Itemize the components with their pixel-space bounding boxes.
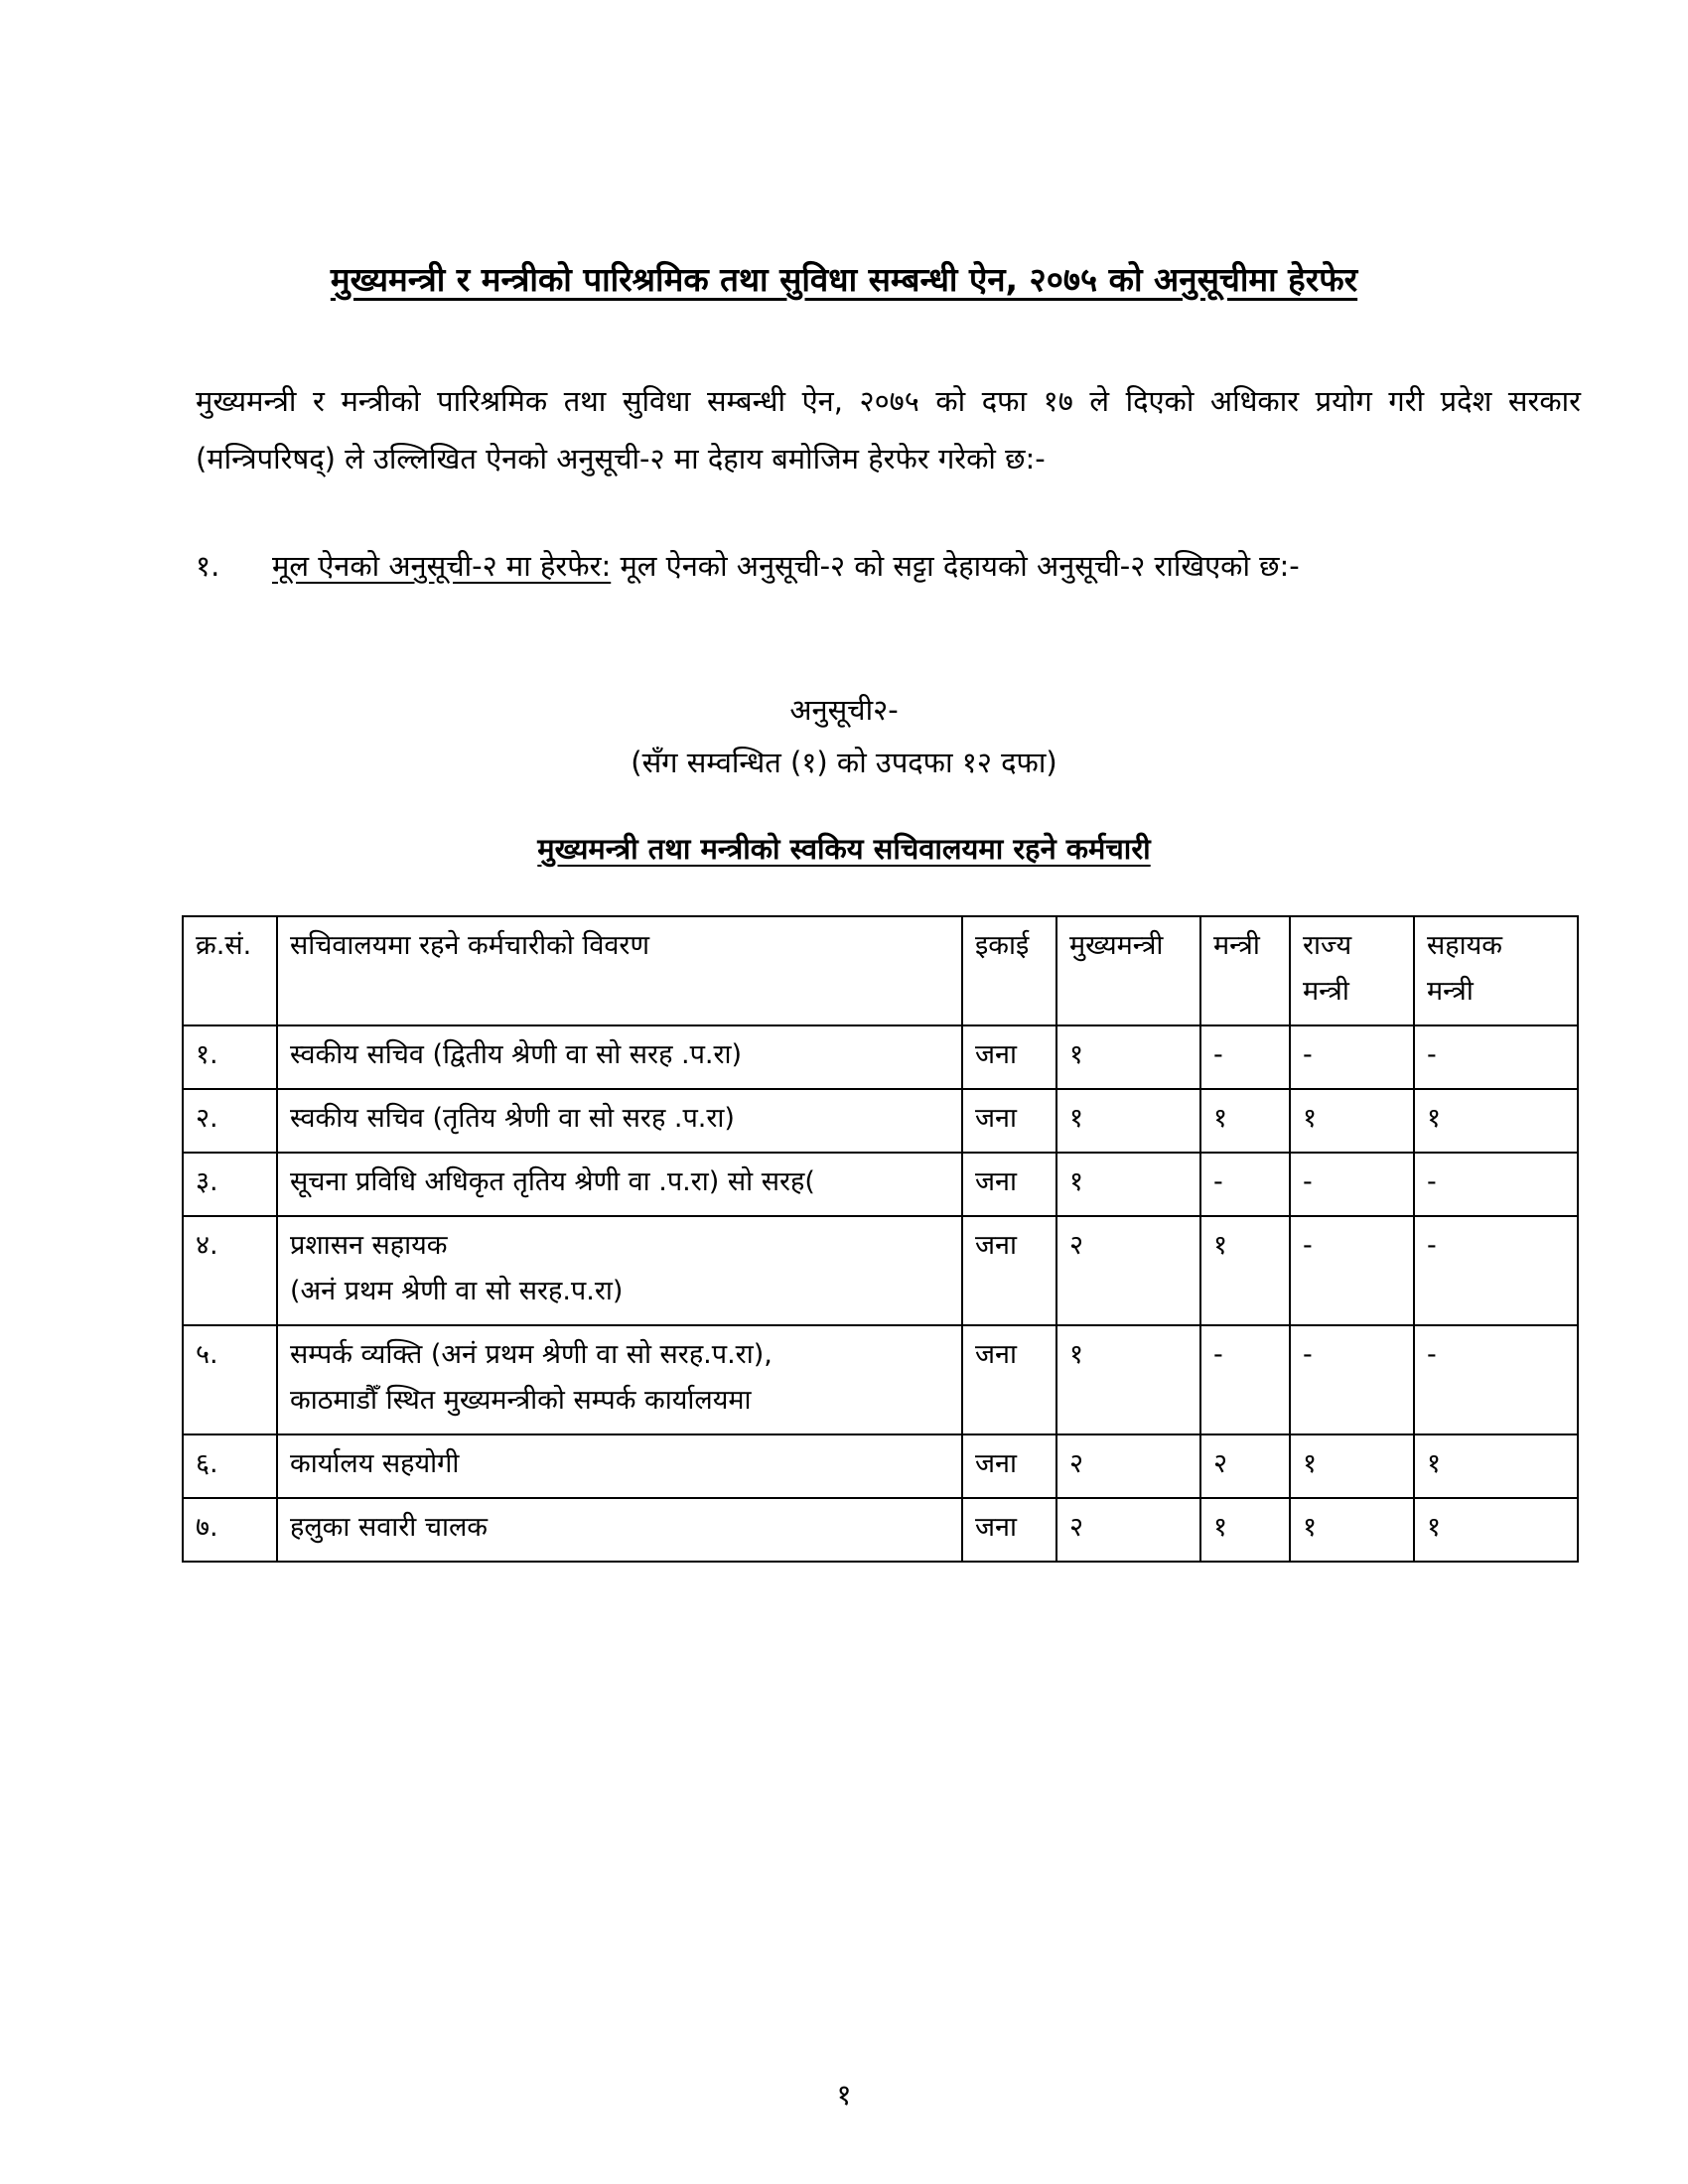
- cell-chief-minister: १: [1056, 1325, 1200, 1434]
- cell-serial: २.: [183, 1089, 277, 1153]
- header-assistant-minister: [1414, 916, 1578, 1025]
- cell-description: सूचना प्रविधि अधिकृत तृतिय श्रेणी वा .प.रा) सो सरह(: [277, 1153, 962, 1216]
- cell-serial: १.: [183, 1025, 277, 1089]
- cell-assistant-minister: -: [1414, 1153, 1578, 1216]
- cell-state-minister: -: [1290, 1025, 1414, 1089]
- header-state-minister-line1: राज्य: [1303, 930, 1352, 961]
- cell-description: स्वकीय सचिव (तृतिय श्रेणी वा सो सरह .प.रा): [277, 1089, 962, 1153]
- cell-minister: १: [1200, 1498, 1290, 1562]
- header-description: सचिवालयमा रहने कर्मचारीको विवरण: [277, 916, 962, 1025]
- cell-unit: जना: [962, 1089, 1056, 1153]
- cell-minister: -: [1200, 1325, 1290, 1434]
- header-state-minister-line2: मन्त्री: [1303, 976, 1349, 1007]
- table-row: [183, 1025, 1578, 1089]
- cell-chief-minister: १: [1056, 1025, 1200, 1089]
- cell-minister: १: [1200, 1216, 1290, 1325]
- cell-state-minister: १: [1290, 1434, 1414, 1498]
- point-number: १.: [196, 549, 220, 583]
- point-text: मूल ऐनको अनुसूची-२ को सट्टा देहायको अनुसूची-२ राखिएको छ:-: [611, 549, 1300, 583]
- cell-description: कार्यालय सहयोगी: [277, 1434, 962, 1498]
- schedule-title: अनुसूची२-: [789, 693, 899, 727]
- cell-description: [277, 1325, 962, 1434]
- table-row: [183, 1089, 1578, 1153]
- cell-unit: जना: [962, 1434, 1056, 1498]
- cell-assistant-minister: १: [1414, 1498, 1578, 1562]
- cell-description: स्वकीय सचिव (द्वितीय श्रेणी वा सो सरह .प.रा): [277, 1025, 962, 1089]
- cell-assistant-minister: -: [1414, 1216, 1578, 1325]
- cell-minister: २: [1200, 1434, 1290, 1498]
- document-title: मुख्यमन्त्री र मन्त्रीको पारिश्रमिक तथा सुविधा सम्बन्धी ऐन, २०७५ को अनुसूचीमा हेरफेर: [330, 260, 1358, 299]
- cell-serial: ६.: [183, 1434, 277, 1498]
- cell-unit: जना: [962, 1216, 1056, 1325]
- header-chief-minister: मुख्यमन्त्री: [1056, 916, 1200, 1025]
- cell-chief-minister: १: [1056, 1089, 1200, 1153]
- cell-unit: जना: [962, 1498, 1056, 1562]
- header-serial: क्र.सं.: [183, 916, 277, 1025]
- staff-table: [182, 915, 1579, 1563]
- cell-serial: ७.: [183, 1498, 277, 1562]
- cell-minister: -: [1200, 1153, 1290, 1216]
- cell-serial: ४.: [183, 1216, 277, 1325]
- cell-assistant-minister: १: [1414, 1434, 1578, 1498]
- table-title: मुख्यमन्त्री तथा मन्त्रीको स्वकिय सचिवालयमा रहने कर्मचारी: [537, 832, 1151, 866]
- cell-chief-minister: २: [1056, 1434, 1200, 1498]
- cell-minister: -: [1200, 1025, 1290, 1089]
- cell-description-line1: सम्पर्क व्यक्ति (अनं प्रथम श्रेणी वा सो सरह.प.रा),: [290, 1339, 773, 1370]
- header-assistant-minister-line2: मन्त्री: [1427, 976, 1474, 1007]
- cell-serial: ५.: [183, 1325, 277, 1434]
- cell-state-minister: -: [1290, 1325, 1414, 1434]
- cell-chief-minister: २: [1056, 1216, 1200, 1325]
- table-row: [183, 1153, 1578, 1216]
- amendment-point: [196, 546, 1586, 586]
- cell-unit: जना: [962, 1325, 1056, 1434]
- cell-state-minister: -: [1290, 1153, 1414, 1216]
- table-row: [183, 1216, 1578, 1325]
- cell-state-minister: १: [1290, 1089, 1414, 1153]
- point-heading: मूल ऐनको अनुसूची-२ मा हेरफेर:: [272, 549, 612, 583]
- header-minister: मन्त्री: [1200, 916, 1290, 1025]
- schedule-reference: (सँग सम्वन्धित (१) को उपदफा १२ दफा): [631, 746, 1057, 779]
- cell-assistant-minister: १: [1414, 1089, 1578, 1153]
- cell-description-line1: प्रशासन सहायक: [290, 1230, 448, 1261]
- cell-description: [277, 1216, 962, 1325]
- cell-description-line2: (अनं प्रथम श्रेणी वा सो सरह.प.रा): [290, 1276, 624, 1306]
- page-number: १: [836, 2078, 852, 2112]
- cell-chief-minister: २: [1056, 1498, 1200, 1562]
- table-row: [183, 1325, 1578, 1434]
- cell-serial: ३.: [183, 1153, 277, 1216]
- cell-chief-minister: १: [1056, 1153, 1200, 1216]
- header-unit: इकाई: [962, 916, 1056, 1025]
- table-row: [183, 1498, 1578, 1562]
- cell-unit: जना: [962, 1153, 1056, 1216]
- header-state-minister: [1290, 916, 1414, 1025]
- cell-unit: जना: [962, 1025, 1056, 1089]
- cell-state-minister: १: [1290, 1498, 1414, 1562]
- intro-paragraph: मुख्यमन्त्री र मन्त्रीको पारिश्रमिक तथा सुविधा सम्बन्धी ऐन, २०७५ को दफा १७ ले दिएको अधिकार प्रयोग गरी प्रदेश सरकार (मन्त्रिपरिषद्) ले उल्लिखित ऐनको अनुसूची-२ मा देहाय बमोजिम हेरफेर गरेको छ:-: [196, 384, 1581, 476]
- cell-minister: १: [1200, 1089, 1290, 1153]
- cell-description: हलुका सवारी चालक: [277, 1498, 962, 1562]
- cell-state-minister: -: [1290, 1216, 1414, 1325]
- cell-description-line2: काठमाडौँ स्थित मुख्यमन्त्रीको सम्पर्क कार्यालयमा: [290, 1385, 752, 1416]
- table-header-row: [183, 916, 1578, 1025]
- cell-assistant-minister: -: [1414, 1325, 1578, 1434]
- cell-assistant-minister: -: [1414, 1025, 1578, 1089]
- header-assistant-minister-line1: सहायक: [1427, 930, 1502, 961]
- table-row: [183, 1434, 1578, 1498]
